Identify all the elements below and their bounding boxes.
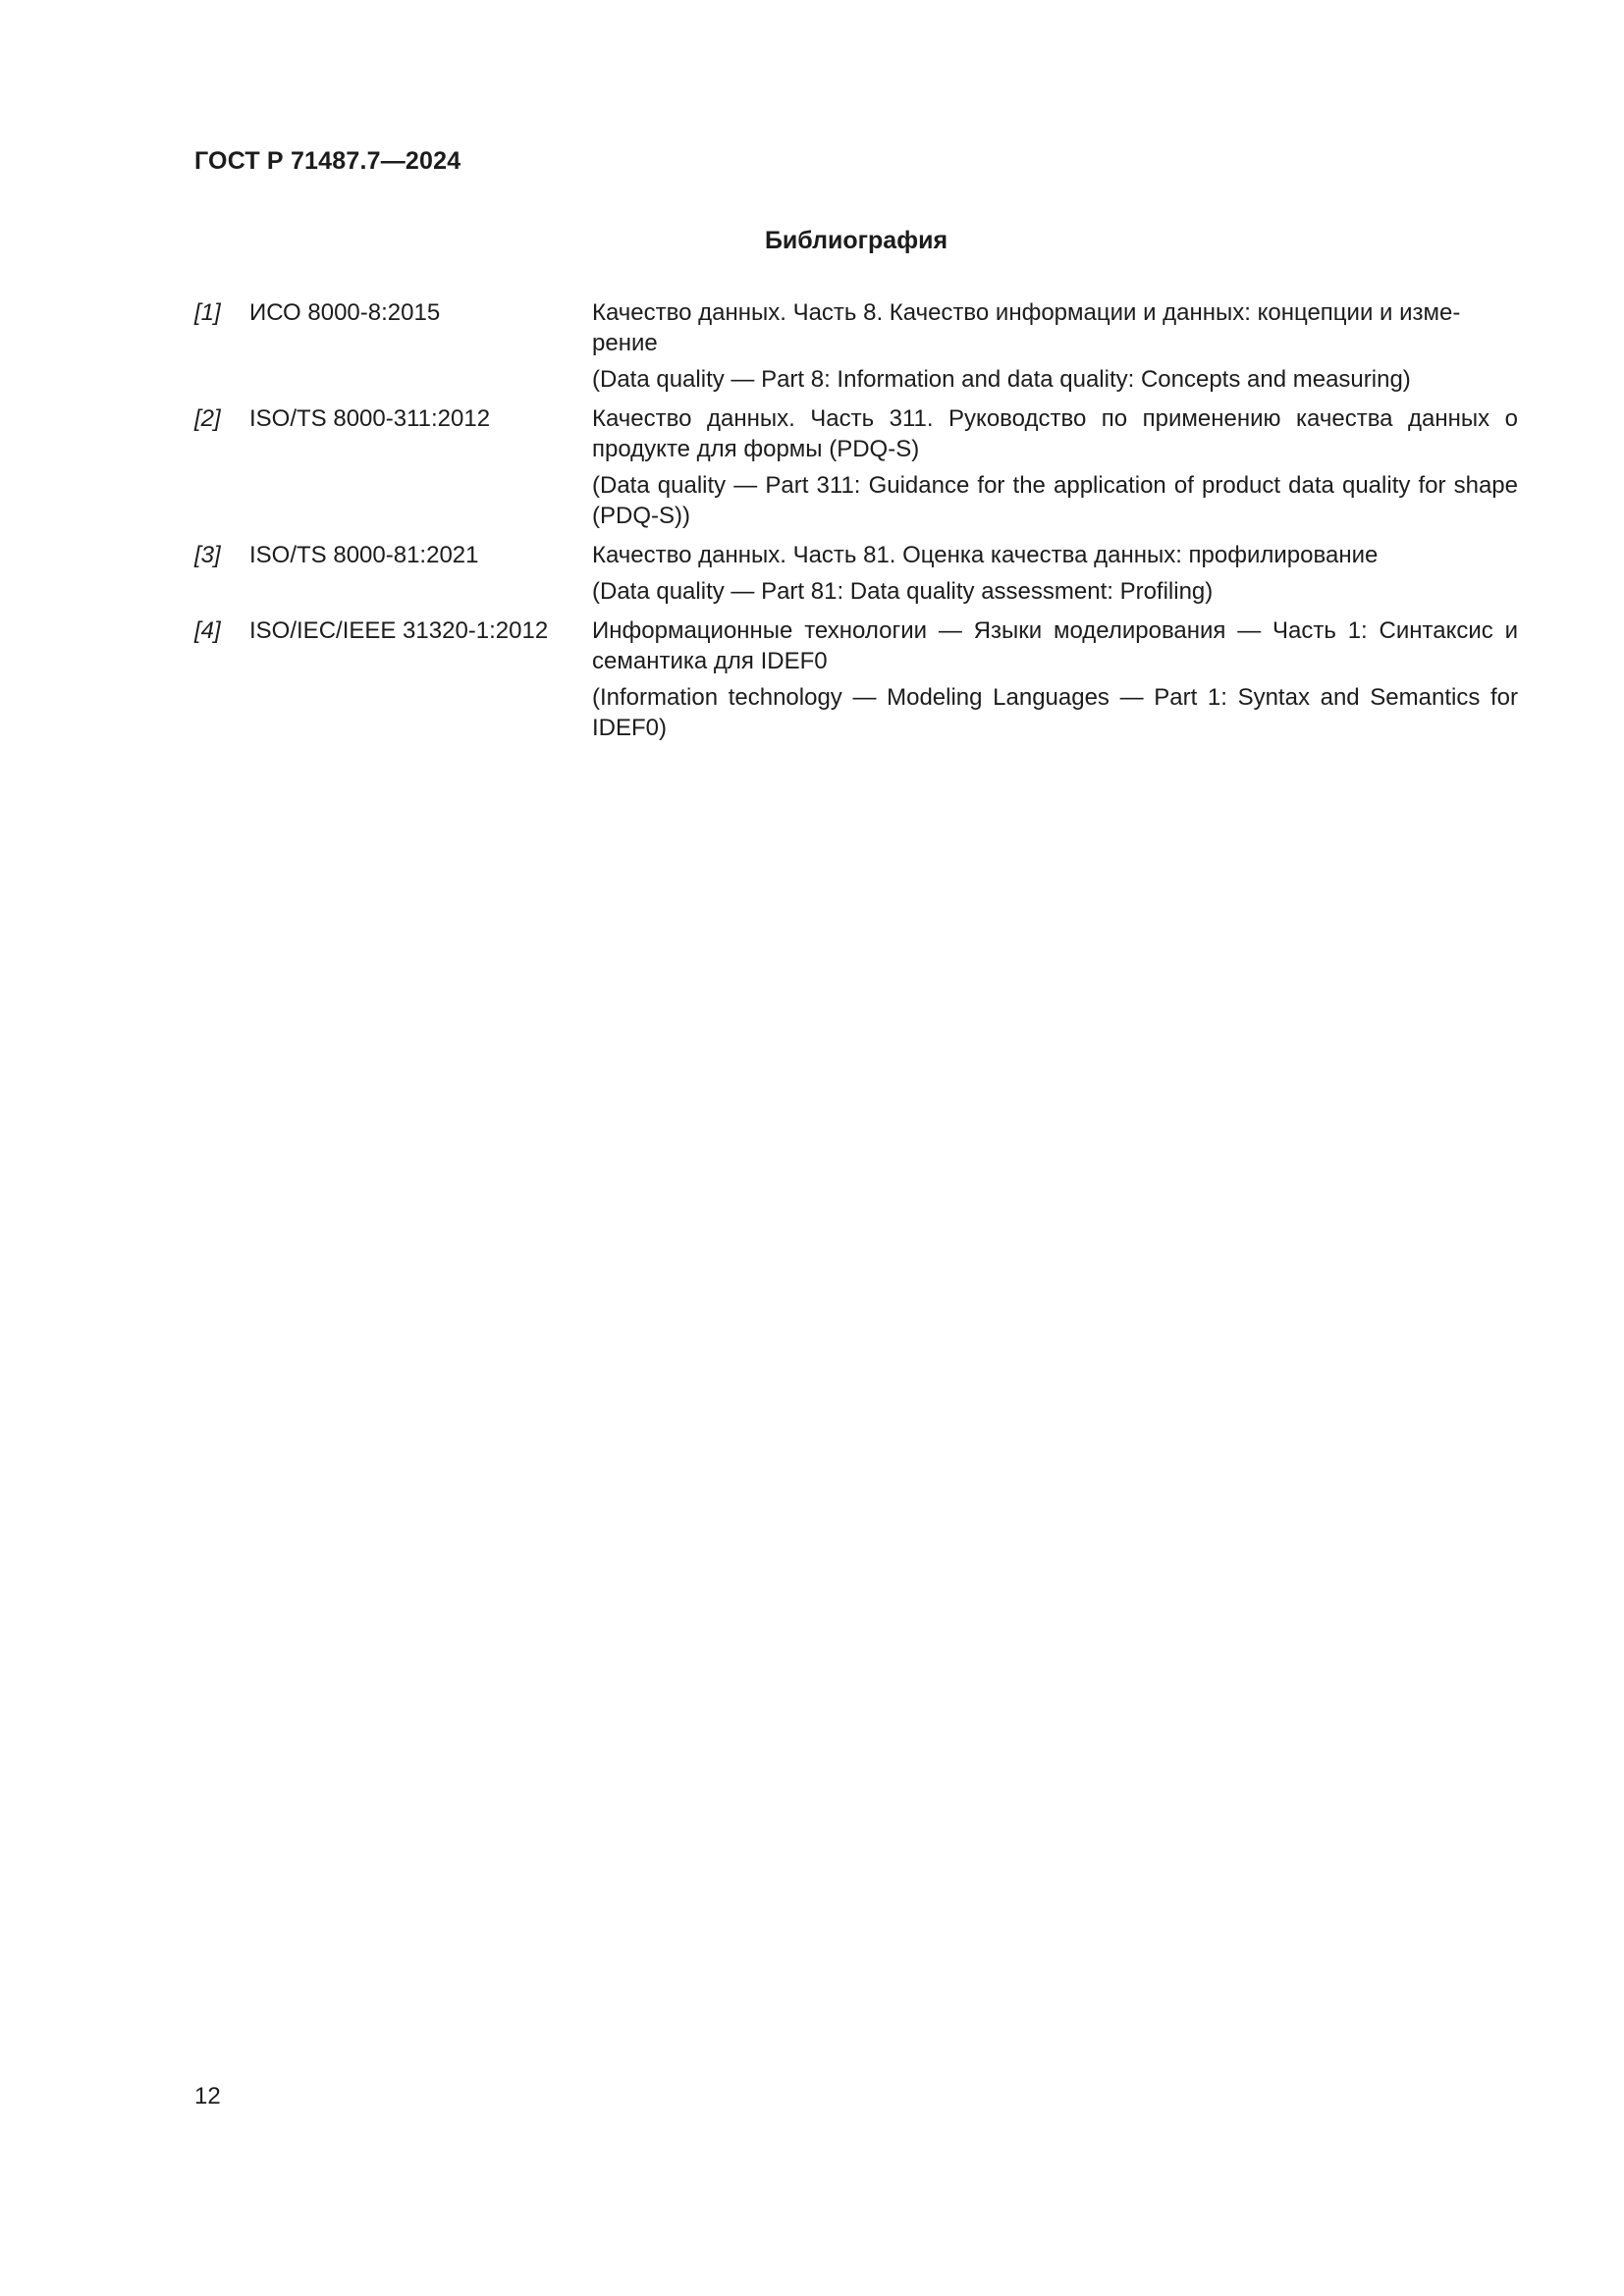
entry-description (592, 615, 1518, 743)
title-russian: Информационные технологии — Языки моделирования — Часть 1: Синтаксис и семантика для IDEF0 (592, 617, 1518, 674)
entry-number: [1] (194, 299, 221, 326)
document-id-header: ГОСТ Р 71487.7—2024 (194, 147, 461, 175)
entry-number: [4] (194, 617, 221, 644)
standard-code: ISO/TS 8000-311:2012 (249, 405, 491, 432)
entry-description (592, 540, 1518, 607)
title-english: (Data quality — Part 311: Guidance for the application of product data quality for shape (PDQ-S)) (592, 472, 1518, 529)
entry-description (592, 297, 1518, 395)
title-russian: Качество данных. Часть 8. Качество информации и данных: концепции и изме- рение (592, 299, 1461, 356)
title-russian: Качество данных. Часть 311. Руководство по применению качества данных о продукте для формы (PDQ-S) (592, 405, 1518, 462)
title-english: (Data quality — Part 8: Information and data quality: Concepts and measuring) (592, 366, 1411, 393)
page-number: 12 (194, 2083, 221, 2109)
bibliography-list (194, 297, 1518, 752)
entry-number: [2] (194, 405, 221, 432)
standard-code: ISO/IEC/IEEE 31320-1:2012 (249, 617, 549, 644)
title-russian: Качество данных. Часть 81. Оценка качества данных: профилирование (592, 542, 1379, 568)
standard-code: ИСО 8000-8:2015 (249, 299, 441, 326)
bibliography-entry (194, 297, 1518, 395)
bibliography-entry (194, 403, 1518, 531)
entry-description (592, 403, 1518, 531)
bibliography-entry (194, 615, 1518, 743)
standard-code: ISO/TS 8000-81:2021 (249, 542, 479, 568)
bibliography-entry (194, 540, 1518, 607)
title-english: (Information technology — Modeling Languages — Part 1: Syntax and Semantics for IDEF0) (592, 684, 1518, 741)
title-english: (Data quality — Part 81: Data quality assessment: Profiling) (592, 578, 1214, 605)
entry-number: [3] (194, 542, 221, 568)
section-title: Библиография (764, 227, 948, 254)
